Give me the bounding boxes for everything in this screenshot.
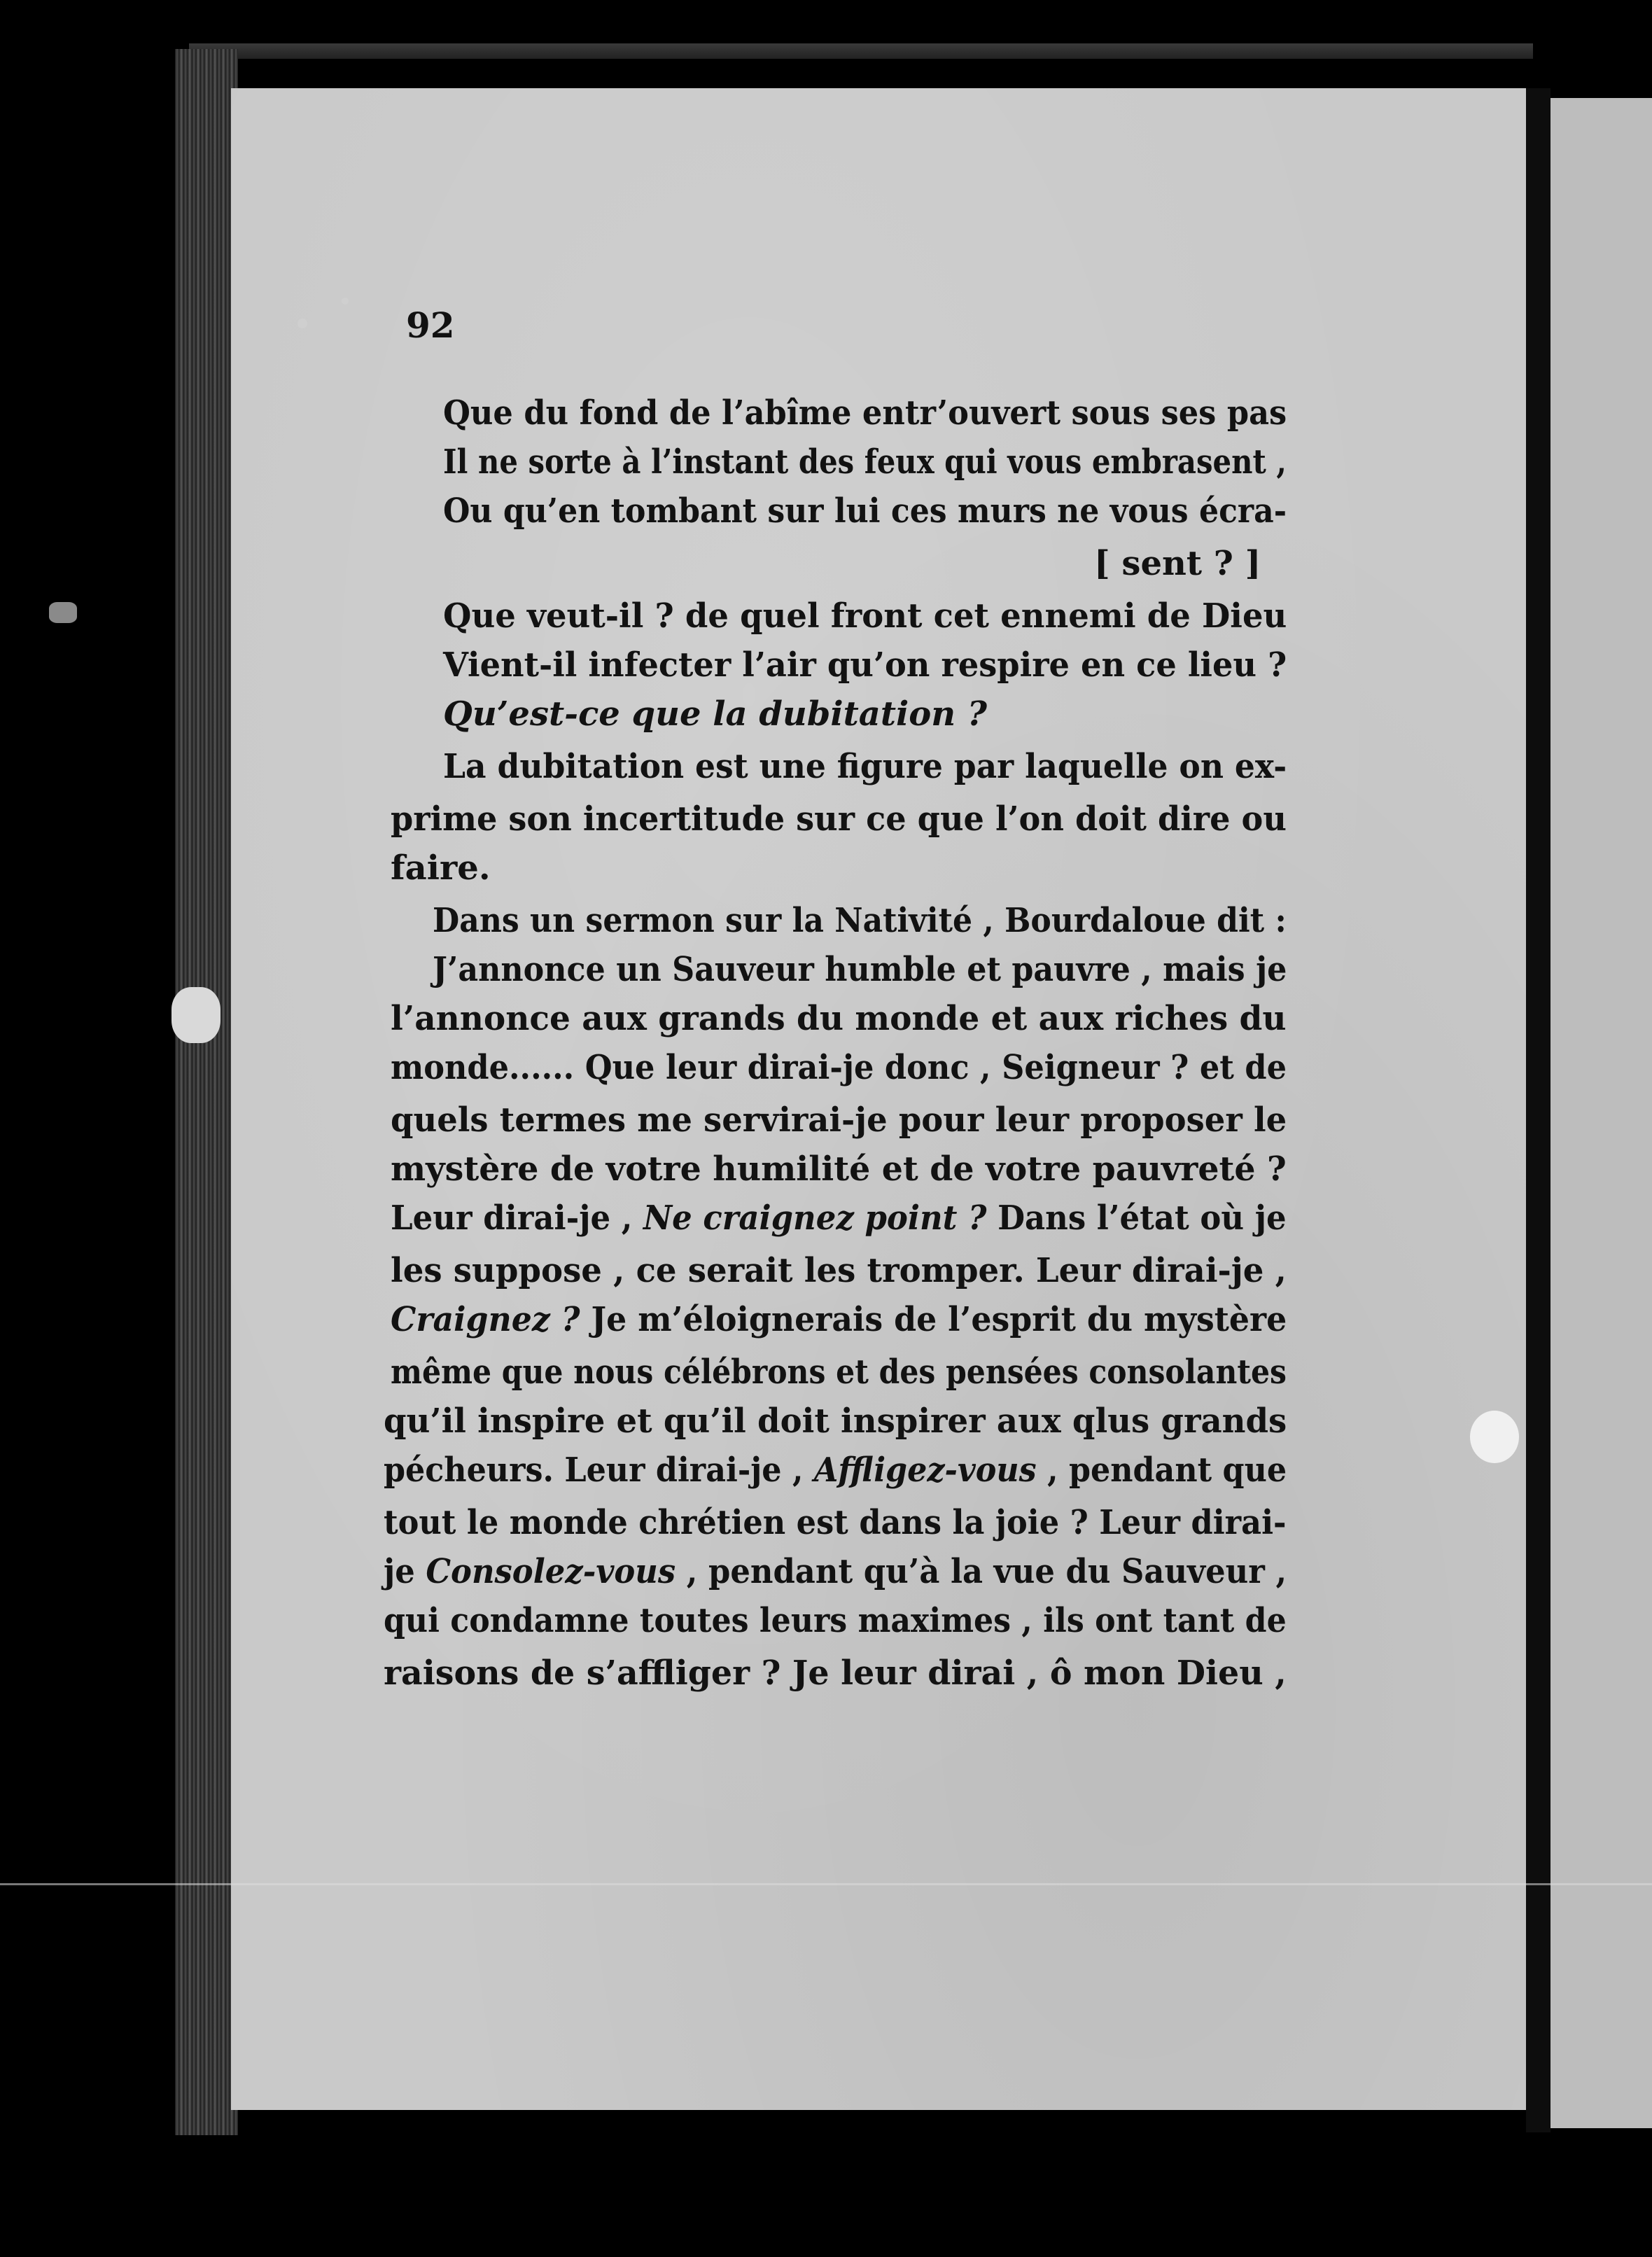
scan-speck <box>342 298 349 305</box>
italic-text-segment: Qu’est-ce que la dubitation ? <box>443 694 987 734</box>
italic-text-segment: Craignez ? <box>391 1300 580 1339</box>
text-segment: pécheurs. Leur dirai-je , <box>384 1451 814 1490</box>
text-line <box>433 949 1287 991</box>
facing-page <box>1550 98 1652 2128</box>
text-segment: mystère de votre humilité et de votre pauvreté ? <box>391 1150 1287 1189</box>
text-line <box>384 1400 1287 1442</box>
text-line <box>384 1449 1287 1491</box>
text-line <box>391 998 1287 1040</box>
text-line <box>443 595 1287 637</box>
text-segment: qui condamne toutes leurs maximes , ils ont tant de <box>384 1601 1287 1640</box>
book-page-edges <box>175 49 238 2135</box>
text-segment: même que nous célébrons et des pensées consolantes <box>391 1353 1287 1392</box>
text-line <box>443 644 1287 686</box>
text-segment: Dans l’état où je <box>986 1199 1287 1238</box>
book-top-edge <box>189 43 1533 59</box>
text-line <box>391 798 1287 840</box>
text-segment: Dans un sermon sur la Nativité , Bourdaloue dit : <box>433 901 1287 940</box>
text-segment: l’annonce aux grands du monde et aux riches du <box>391 999 1287 1038</box>
scan-speck <box>49 602 77 623</box>
text-line <box>391 1250 1287 1292</box>
text-segment: les suppose , ce serait les tromper. Leur dirai-je , <box>391 1251 1287 1290</box>
text-segment: , pendant qu’à la vue du Sauveur , <box>676 1552 1287 1591</box>
text-segment: faire. <box>391 848 491 888</box>
text-line <box>443 490 1287 532</box>
text-line <box>384 1600 1287 1642</box>
text-line <box>391 1148 1287 1190</box>
text-segment: prime son incertitude sur ce que l’on doit dire ou <box>391 799 1287 839</box>
text-line <box>391 1351 1287 1393</box>
text-line <box>443 441 1287 483</box>
text-segment: Il ne sorte à l’instant des feux qui vous embrasent , <box>443 442 1287 482</box>
text-segment: J’annonce un Sauveur humble et pauvre , mais je <box>433 950 1287 989</box>
text-segment: tout le monde chrétien est dans la joie ? Leur dirai- <box>384 1503 1287 1542</box>
text-line <box>384 1652 1287 1694</box>
text-line <box>433 900 1287 942</box>
italic-text-segment: Affligez-vous <box>813 1451 1037 1490</box>
text-line <box>391 1197 1287 1239</box>
text-segment: monde...... Que leur dirai-je donc , Seigneur ? et de <box>391 1048 1287 1087</box>
text-segment: Je m’éloignerais de l’esprit du mystère <box>580 1300 1287 1339</box>
scan-speck <box>298 319 307 328</box>
book-gutter <box>1526 88 1550 2132</box>
text-line <box>391 847 491 889</box>
text-segment: La dubitation est une figure par laquelle on ex- <box>443 747 1287 786</box>
scan-speck <box>1470 1411 1519 1463</box>
text-line <box>1094 543 1261 585</box>
text-line <box>443 746 1287 788</box>
text-line <box>443 392 1287 434</box>
text-segment: raisons de s’affliger ? Je leur dirai , ô mon Dieu , <box>384 1654 1287 1693</box>
text-segment: Ou qu’en tombant sur lui ces murs ne vous écra- <box>443 491 1287 531</box>
text-segment: quels termes me servirai-je pour leur proposer le <box>391 1100 1287 1140</box>
text-segment: [ sent ? ] <box>1094 544 1261 583</box>
text-segment: je <box>384 1552 426 1591</box>
text-segment: qu’il inspire et qu’il doit inspirer aux qlus grands <box>384 1402 1287 1441</box>
scan-speck <box>172 987 220 1043</box>
text-segment: Vient-il infecter l’air qu’on respire en ce lieu ? <box>443 645 1287 685</box>
text-line <box>391 1299 1287 1341</box>
scan-artifact-line <box>0 1883 1652 1885</box>
text-segment: , pendant que <box>1036 1451 1287 1490</box>
text-line <box>384 1551 1287 1593</box>
text-line <box>391 1099 1287 1141</box>
italic-text-segment: Consolez-vous <box>426 1552 676 1591</box>
text-segment: Leur dirai-je , <box>391 1199 644 1238</box>
text-segment: Que veut-il ? de quel front cet ennemi de Dieu <box>443 596 1287 636</box>
text-line <box>443 693 987 735</box>
text-line <box>384 1502 1287 1544</box>
text-segment: Que du fond de l’abîme entr’ouvert sous ses pas <box>443 393 1287 433</box>
page-number: 92 <box>406 305 455 346</box>
text-line <box>391 1047 1287 1089</box>
italic-text-segment: Ne craignez point ? <box>643 1199 987 1238</box>
